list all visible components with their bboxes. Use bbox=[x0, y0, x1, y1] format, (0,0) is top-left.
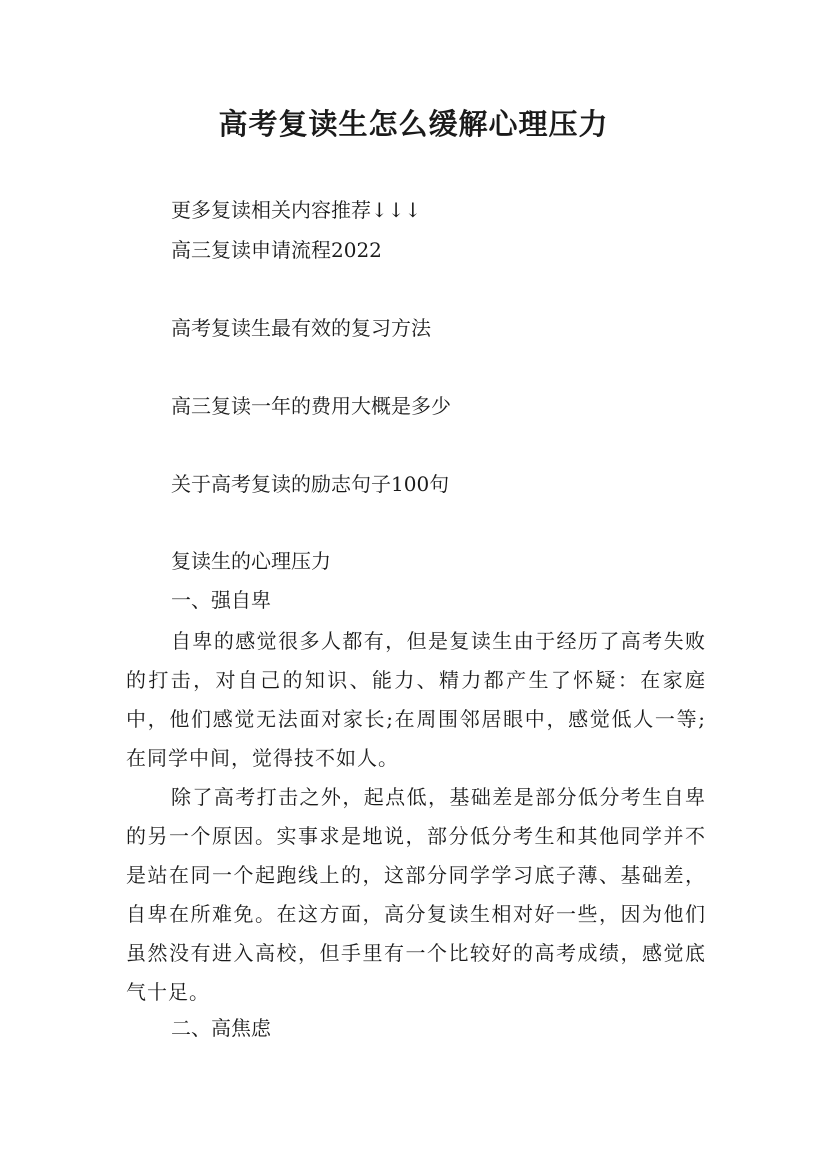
paragraph: 除了高考打击之外，起点低，基础差是部分低分考生自卑的另一个原因。实事求是地说，部分低分考生和其他同学并不是站在同一个起跑线上的，这部分同学学习底子薄、基础差，自卑在所难免。在这方面，高分复读生相对好一些，因为他们虽然没有进入高校，但手里有一个比较好的高考成绩，感觉底气十足。 bbox=[126, 785, 706, 1004]
related-link[interactable]: 高三复读申请流程2022 bbox=[171, 238, 382, 262]
related-link[interactable]: 高三复读一年的费用大概是多少 bbox=[171, 394, 451, 418]
subheading-inferiority: 一、强自卑 bbox=[171, 588, 271, 612]
subheading-anxiety: 二、高焦虑 bbox=[171, 1016, 271, 1040]
section-heading: 复读生的心理压力 bbox=[171, 549, 331, 573]
document-title: 高考复读生怎么缓解心理压力 bbox=[218, 107, 609, 141]
related-link[interactable]: 关于高考复读的励志句子100句 bbox=[171, 472, 450, 496]
related-link[interactable]: 高考复读生最有效的复习方法 bbox=[171, 316, 431, 340]
paragraph: 自卑的感觉很多人都有，但是复读生由于经历了高考失败的打击，对自己的知识、能力、精力都产生了怀疑：在家庭中，他们感觉无法面对家长;在周围邻居眼中，感觉低人一等;在同学中间，觉得技不如人。 bbox=[126, 629, 706, 770]
recommend-header: 更多复读相关内容推荐↓↓↓ bbox=[171, 198, 422, 222]
